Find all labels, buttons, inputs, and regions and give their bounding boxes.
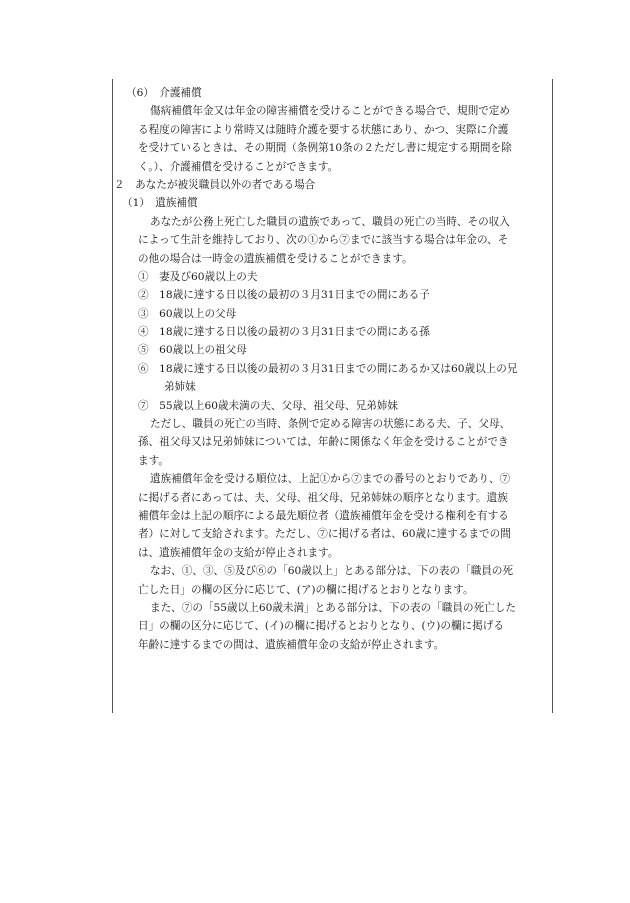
text-line: ⑥ 18歳に達する日以後の最初の３月31日までの間にあるか又は60歳以上の兄	[138, 362, 518, 375]
text-line: は、遺族補償年金の支給が停止されます。	[138, 546, 339, 559]
text-line: なお、①、③、⑤及び⑥の「60歳以上」とある部分は、下の表の「職員の死	[150, 565, 514, 578]
text-line: 孫、祖父母又は兄弟姉妹については、年齢に関係なく年金を受けることができ	[138, 436, 509, 449]
text-line: ただし、職員の死亡の当時、条例で定める障害の状態にある夫、子、父母、	[150, 418, 511, 431]
text-line: に掲げる者にあっては、夫、父母、祖父母、兄弟姉妹の順序となります。遺族	[138, 491, 508, 504]
text-line: く。）、介護補償を受けることができます。	[138, 160, 339, 173]
text-line: （6） 介護補償	[126, 87, 202, 99]
text-line: 年齢に達するまでの間は、遺族補償年金の支給が停止されます。	[138, 638, 445, 651]
text-line: 補償年金は上記の順序による最先順位者（遺族補償年金を受ける権利を有する	[138, 509, 509, 522]
text-line: ③ 60歳以上の父母	[138, 307, 237, 320]
text-line: ④ 18歳に達する日以後の最初の３月31日までの間にある孫	[138, 326, 430, 339]
text-line: る程度の障害により常時又は随時介護を要する状態にあり、かつ、実際に介護	[138, 123, 509, 136]
text-line: 亡した日」の欄の区分に応じて、(ア)の欄に掲げるとおりとなります。	[138, 583, 474, 596]
text-line: 弟姉妹	[164, 381, 196, 394]
text-line: ① 妻及び60歳以上の夫	[138, 270, 258, 283]
text-line: 傷病補償年金又は年金の障害補償を受けることができる場合で、規則で定め	[150, 105, 510, 118]
text-line: 者）に対して支給されます。ただし、⑦に掲げる者は、60歳に達するまでの間	[138, 528, 511, 541]
text-line: の他の場合は一時金の遺族補償を受けることができます。	[138, 252, 413, 265]
text-line: ⑦ 55歳以上60歳未満の夫、父母、祖父母、兄弟姉妹	[138, 399, 399, 412]
text-line: ます。	[138, 454, 169, 467]
text-line: また、⑦の「55歳以上60歳未満」とある部分は、下の表の「職員の死亡した	[150, 601, 516, 614]
text-line: 遺族補償年金を受ける順位は、上記①から⑦までの番号のとおりであり、⑦	[150, 473, 511, 486]
text-line: ⑤ 60歳以上の祖父母	[138, 344, 247, 357]
text-line: ② 18歳に達する日以後の最初の３月31日までの間にある子	[138, 289, 430, 302]
text-line: ２ あなたが被災職員以外の者である場合	[114, 178, 316, 191]
text-line: （1） 遺族補償	[122, 197, 198, 210]
document-body	[112, 84, 552, 654]
text-line: を受けているときは、その期間（条例第10条の２ただし書に規定する期間を除	[138, 142, 512, 155]
text-line: によって生計を維持しており、次の①から⑦までに該当する場合は年金の、そ	[138, 234, 509, 247]
text-line: 日」の欄の区分に応じて、(イ)の欄に掲げるとおりとなり、(ウ)の欄に掲げる	[138, 620, 504, 633]
text-line: あなたが公務上死亡した職員の遺族であって、職員の死亡の当時、その収入	[150, 215, 510, 228]
